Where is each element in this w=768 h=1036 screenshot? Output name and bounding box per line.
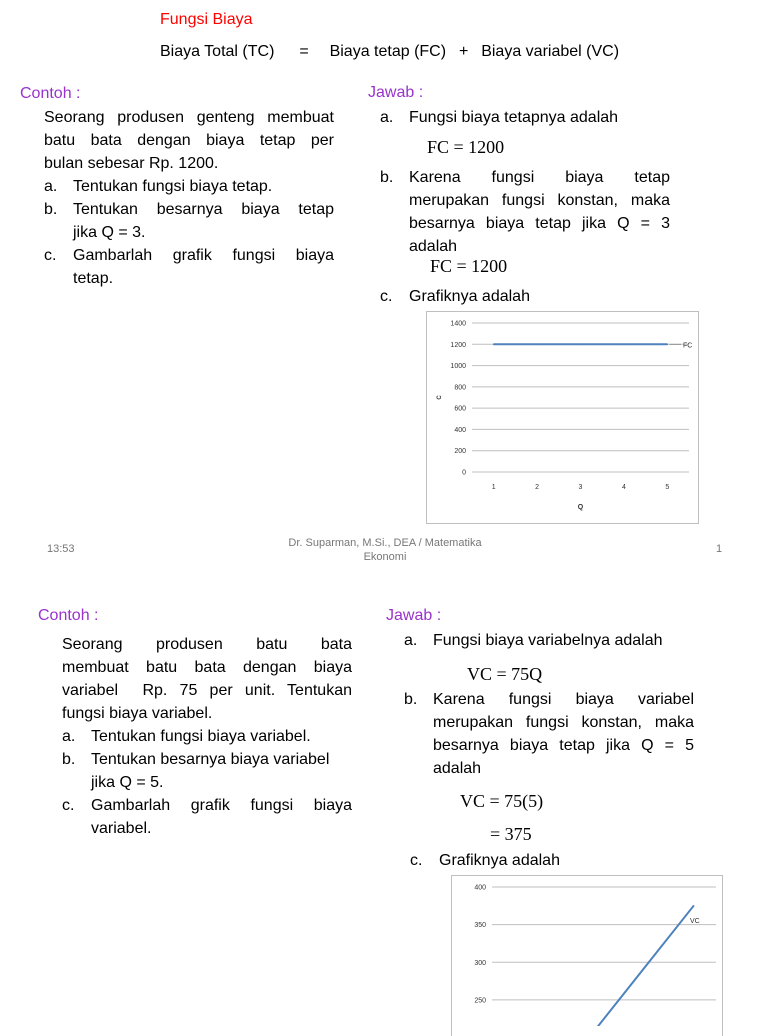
fc-chart [427, 312, 698, 523]
slide1-title: Fungsi Biaya [160, 11, 253, 28]
item-marker: b. [62, 751, 76, 768]
answer-b-line: merupakan fungsi konstan, maka [433, 714, 694, 731]
answer-a-text: Fungsi biaya variabelnya adalah [433, 632, 663, 649]
x-tick-label: 2 [535, 484, 540, 491]
data-point [623, 343, 625, 345]
answer-a-text: Fungsi biaya tetapnya adalah [409, 109, 619, 126]
x-tick-label: 4 [621, 484, 626, 491]
answer-b-line: adalah [409, 238, 458, 255]
answer-2b [404, 688, 694, 780]
contoh-heading: Contoh : [20, 85, 81, 102]
answer-1b [380, 166, 670, 258]
data-point [493, 343, 495, 345]
y-tick-label: 1400 [450, 320, 466, 328]
y-tick-label: 300 [474, 959, 486, 967]
answer-marker: c. [380, 288, 393, 305]
x-axis-label: Q [577, 504, 584, 511]
answer-marker: a. [380, 109, 394, 126]
legend-label: FC [683, 342, 693, 350]
y-tick-label: 350 [474, 922, 486, 930]
x-tick-label: 5 [665, 484, 670, 491]
fc-chart-frame [426, 311, 699, 524]
answer-b-line: besarnya biaya tetap jika Q = 5 [433, 737, 694, 754]
footer-author-line: Ekonomi [363, 551, 407, 563]
item-text: Tentukan besarnya biaya variabel [91, 751, 330, 768]
item-marker: b. [44, 201, 58, 218]
answer-b-line: besarnya biaya tetap jika Q = 3 [409, 215, 670, 232]
y-tick-label: 0 [462, 469, 466, 477]
answer-2a [404, 629, 694, 652]
item-text: tetap. [73, 270, 114, 287]
problem-2 [62, 633, 352, 840]
y-tick-label: 400 [474, 884, 486, 892]
answer-b-line: adalah [433, 760, 482, 777]
y-tick-label: 600 [454, 405, 466, 413]
problem-intro-line: bulan sebesar Rp. 1200. [44, 155, 219, 172]
answer-2c [410, 849, 700, 872]
y-tick-label: 1000 [450, 363, 466, 371]
item-marker: a. [62, 728, 76, 745]
item-text: Tentukan fungsi biaya variabel. [91, 728, 311, 745]
answer-b-math-2: = 375 [490, 824, 532, 844]
item-marker: c. [44, 247, 57, 264]
answer-1c [380, 285, 670, 308]
answer-a-math: FC = 1200 [427, 137, 505, 157]
answer-marker: a. [404, 632, 418, 649]
problem-item-c [62, 794, 352, 840]
y-tick-label: 800 [454, 384, 466, 392]
data-point [693, 905, 695, 907]
y-tick-label: 400 [454, 426, 466, 434]
item-marker: c. [62, 797, 75, 814]
data-point [603, 1018, 605, 1020]
vc-chart-frame [451, 875, 723, 1036]
answer-marker: b. [380, 169, 394, 186]
footer-page: 1 [716, 543, 723, 555]
problem-intro-line: membuat batu bata dengan biaya [62, 659, 352, 676]
problem-intro-line: Seorang produsen genteng membuat [44, 109, 334, 126]
problem-intro-line: variabel Rp. 75 per unit. Tentukan [62, 682, 352, 699]
legend-label: VC [690, 918, 700, 925]
item-text: jika Q = 3. [73, 224, 146, 241]
data-point [667, 343, 669, 345]
problem-item-c [44, 244, 334, 290]
answer-b-line: Karena fungsi biaya variabel [433, 691, 694, 708]
data-point [536, 343, 538, 345]
y-tick-label: 250 [474, 997, 486, 1005]
item-marker: a. [44, 178, 58, 195]
vc-chart [452, 876, 722, 1026]
item-text: Gambarlah grafik fungsi biaya [73, 247, 334, 264]
formula-tc: Biaya Total (TC) [160, 43, 275, 60]
series-line [514, 906, 693, 1026]
answer-marker: c. [410, 852, 423, 869]
problem-intro-line: fungsi biaya variabel. [62, 705, 213, 722]
jawab-heading: Jawab : [368, 84, 424, 101]
footer-author [270, 536, 500, 564]
problem-intro-line: batu bata dengan biaya tetap per [44, 132, 334, 149]
item-text: variabel. [91, 820, 152, 837]
item-text: Tentukan fungsi biaya tetap. [73, 178, 273, 195]
formula-fc: Biaya tetap (FC) [329, 43, 447, 60]
x-tick-label: 3 [578, 484, 583, 491]
y-axis-label: C [437, 395, 443, 400]
formula-vc: Biaya variabel (VC) [481, 43, 620, 60]
total-cost-formula [160, 43, 620, 61]
answer-marker: b. [404, 691, 418, 708]
answer-c-text: Grafiknya adalah [409, 288, 530, 305]
answer-b-line: Karena fungsi biaya tetap [409, 169, 670, 186]
item-text: Tentukan besarnya biaya tetap [73, 201, 334, 218]
answer-b-math-1: VC = 75(5) [460, 791, 544, 811]
problem-item-b [62, 748, 352, 794]
y-tick-label: 1200 [450, 341, 466, 349]
answer-1a [380, 106, 670, 129]
problem-item-a [62, 725, 352, 748]
footer-author-line: Dr. Suparman, M.Si., DEA / Matematika [288, 537, 482, 549]
footer-time: 13:53 [47, 543, 75, 555]
formula-plus: + [458, 43, 469, 60]
y-tick-label: 200 [454, 448, 466, 456]
answer-b-math: FC = 1200 [430, 256, 508, 276]
data-point [648, 961, 650, 963]
problem-item-b [44, 198, 334, 244]
jawab-heading: Jawab : [386, 607, 442, 624]
answer-b-line: merupakan fungsi konstan, maka [409, 192, 670, 209]
formula-eq: = [299, 43, 309, 60]
item-text: jika Q = 5. [91, 774, 164, 791]
item-text: Gambarlah grafik fungsi biaya [91, 797, 352, 814]
contoh-heading: Contoh : [38, 607, 99, 624]
problem-item-a [44, 175, 334, 198]
answer-a-math: VC = 75Q [467, 664, 543, 684]
x-tick-label: 1 [491, 484, 496, 491]
answer-c-text: Grafiknya adalah [439, 852, 560, 869]
data-point [580, 343, 582, 345]
problem-intro-line: Seorang produsen batu bata [62, 636, 352, 653]
problem-1 [44, 106, 334, 290]
